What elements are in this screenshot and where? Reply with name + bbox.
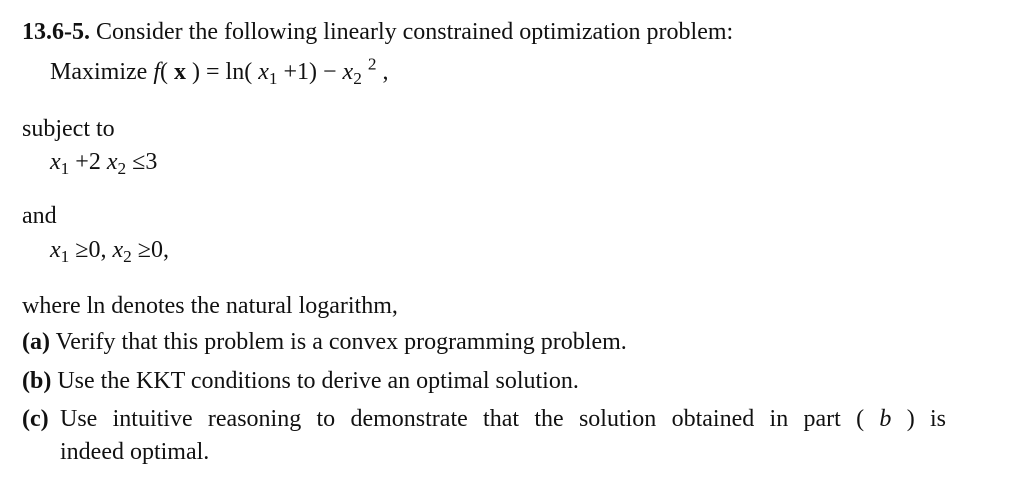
objective-trailing: , [382,59,389,85]
part-a [22,330,627,354]
constraint-2-var1-sub: 1 [60,246,70,266]
objective-var1-sub: 1 [268,68,278,88]
objective-var1: x [258,59,269,85]
objective-func: f [153,59,160,85]
constraint-2-mid: ≥0, [75,237,107,263]
and-label: and [22,203,57,229]
objective-arg: x [173,59,186,85]
objective-var2: x [342,59,354,85]
objective-var2-sub: 2 [353,68,362,88]
problem-intro: Consider the following linearly constrained optimization problem: [96,19,734,45]
constraint-1-var2: x [106,149,118,175]
objective-open-paren: ( [159,59,168,85]
constraint-2-var2-sub: 2 [123,246,132,266]
subject-to-label: subject to [22,116,115,142]
problem-heading [22,20,733,44]
part-c-label: (c) [22,406,49,432]
objective-plus-one: +1) − [283,59,337,85]
constraint-2 [50,237,169,266]
constraint-1-var2-sub: 2 [117,158,127,178]
constraint-1-mid: +2 [75,149,101,175]
part-c-text-line1 [60,407,946,431]
part-c-text-after: ) is [906,406,946,432]
objective-line [50,54,389,88]
part-b-label: (b) [22,368,52,394]
where-text: where ln denotes the natural logarithm, [22,293,398,319]
part-c-text-line2: indeed optimal. [60,439,210,465]
part-b-text: Use the KKT conditions to derive an optimal solution. [57,368,579,394]
part-c-text-before: Use intuitive reasoning to demonstrate that the solution obtained in part ( [60,406,865,432]
part-a-text: Verify that this problem is a convex programming problem. [55,329,627,355]
part-b [22,369,579,393]
constraint-2-rhs: ≥0, [137,237,169,263]
objective-exponent: 2 [367,54,377,74]
objective-keyword: Maximize [50,59,148,85]
constraint-2-var2: x [112,237,124,263]
constraint-1-rhs: ≤3 [132,149,158,175]
objective-close-paren: ) [191,59,200,85]
constraint-1-var1: x [50,149,61,175]
objective-rhs-prefix: = ln( [205,59,253,85]
problem-number: 13.6-5. [22,19,90,45]
constraint-2-var1: x [50,237,61,263]
constraint-1-var1-sub: 1 [60,158,70,178]
constraint-1 [50,149,158,178]
part-a-label: (a) [22,329,50,355]
part-c-ref: b [879,406,892,432]
